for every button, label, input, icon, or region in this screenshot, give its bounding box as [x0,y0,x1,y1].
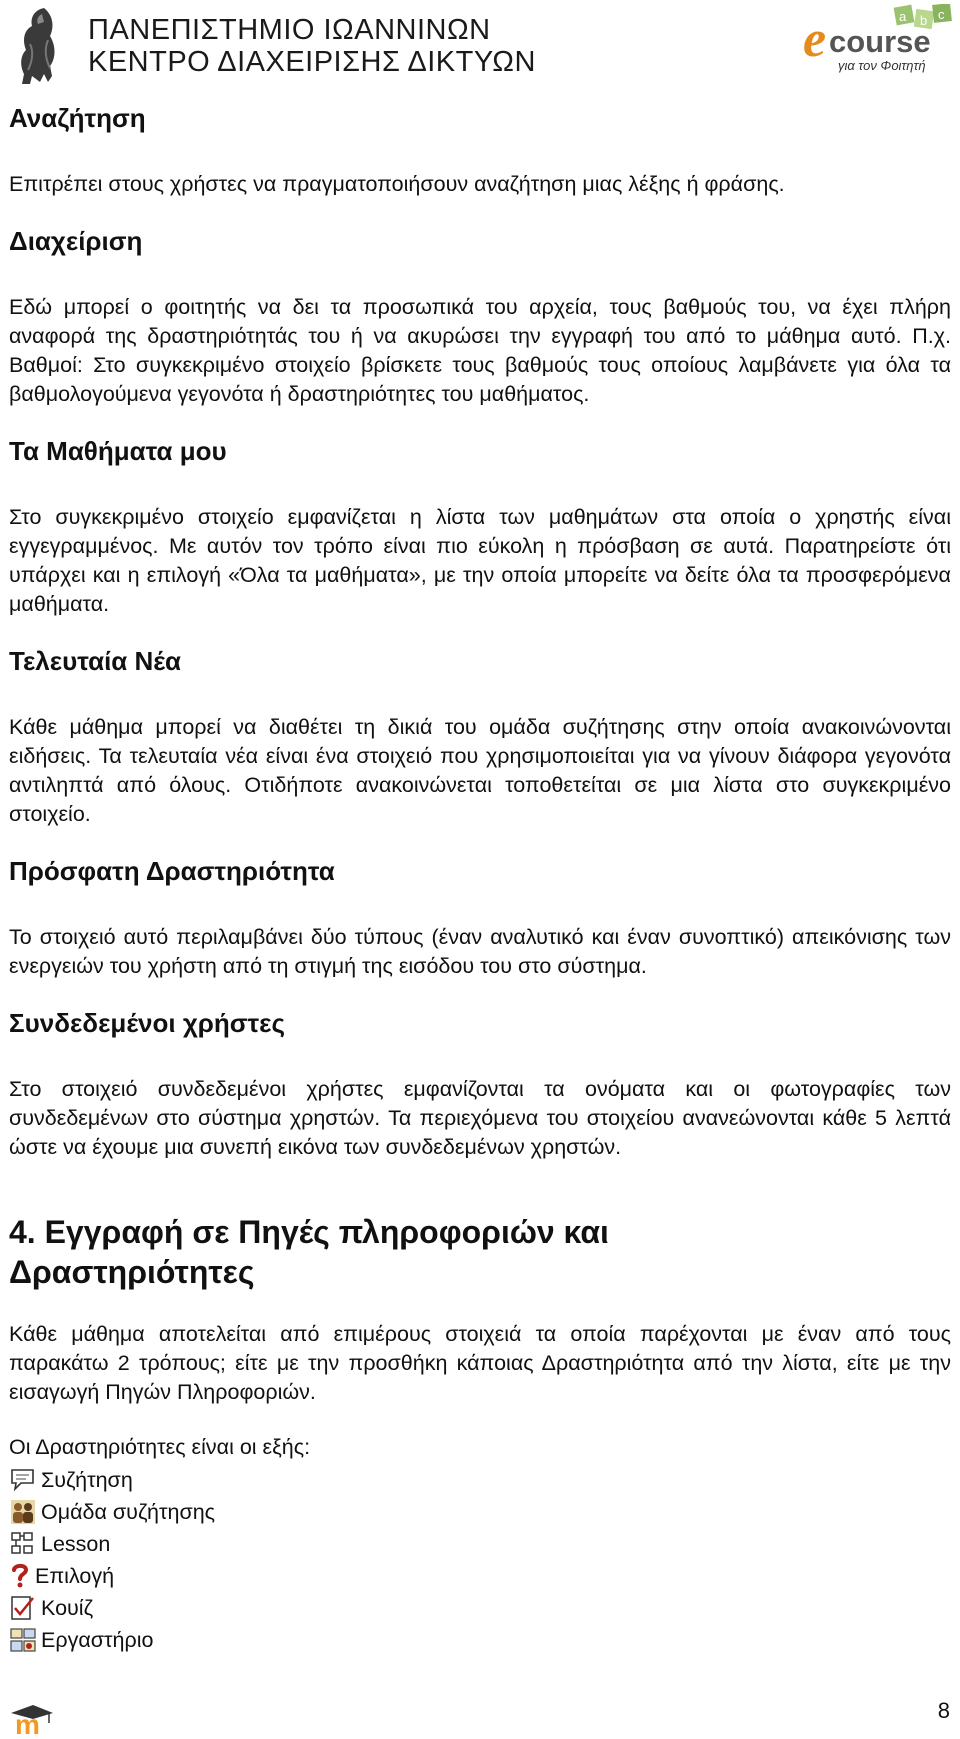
section-text-search: Επιτρέπει στους χρήστες να πραγματοποιήσουν αναζήτηση μιας λέξης ή φράσης. [9,172,785,196]
logo-tagline: για τον Φοιτητή [838,58,926,73]
section-heading-recent-activity: Πρόσφατη Δραστηριότητα [9,856,335,886]
document-body [9,94,951,1656]
chapter-heading-line-1: 4. Εγγραφή σε Πηγές πληροφοριών και [9,1214,609,1250]
section-text-online-users: Στο στοιχειό συνδεδεμένοι χρήστες εμφανίζονται τα ονόματα και οι φωτογραφίες των συνδεδεμένων στο σύστημα χρηστών. Τα περιεχόμενα του στοιχείου ανανεώνονται κάθε 5 λεπτά ώστε να έχουμε μια συνεπή εικόνα των συνδεδεμένων χρηστών. [9,1077,951,1159]
page-number: 8 [937,1698,950,1723]
workshop-icon [9,1626,37,1654]
university-crest-icon [14,4,70,88]
page-header [0,0,960,96]
activity-label: Κουίζ [41,1595,94,1620]
section-heading-online-users: Συνδεδεμένοι χρήστες [9,1008,286,1038]
activity-label: Ομάδα συζήτησης [41,1499,216,1524]
section-text-recent-activity: Το στοιχειό αυτό περιλαμβάνει δύο τύπους (έναν αναλυτικό και έναν συνοπτικό) απεικόνισης των ενεργειών του χρήστη από τη στιγμή της εισόδου του στο σύστημα. [9,925,951,978]
section-text-administration: Εδώ μπορεί ο φοιτητής να δει τα προσωπικά του αρχεία, τους βαθμούς του, να έχει πλήρη αναφορά της δραστηριότητάς του ή να ακυρώσει την εγγραφή του από το μάθημα αυτό. Π.χ. Βαθμοί: Στο συγκεκριμένο στοιχείο βρίσκετε τους βαθμούς τους οποίους λαμβάνετε για όλα τα βαθμολογούμενα γεγονότα ή δραστηριότητες του μαθήματος. [9,295,951,406]
logo-initial: e [803,11,827,68]
activities-intro: Οι Δραστηριότητες είναι οι εξής: [9,1435,311,1459]
quiz-check-icon [9,1594,37,1622]
list-item [9,1528,951,1560]
activity-label: Lesson [41,1531,111,1556]
university-name: ΠΑΝΕΠΙΣΤΗΜΙΟ ΙΩΑΝΝΙΝΩΝ [88,14,491,46]
activity-label: Συζήτηση [41,1467,133,1492]
moodle-logo-icon [9,1701,55,1735]
list-item [9,1592,951,1624]
section-text-latest-news: Κάθε μάθημα μπορεί να διαθέτει τη δικιά του ομάδα συζήτησης στην οποία ανακοινώνονται ειδήσεις. Τα τελευταία νέα είναι ένα στοιχειό που χρησιμοποιείται για να γίνουν διάφορα γεγονότα αντιληπτά από όλους. Οτιδήποτε ανακοινώνεται τοποθετείται σε μια λίστα στο συγκεκριμένο στοιχείο. [9,715,951,826]
section-heading-search: Αναζήτηση [9,103,146,133]
header-titles [88,14,536,78]
activity-label: Εργαστήριο [41,1627,154,1652]
logo-word: course [829,24,931,59]
logo-letter-c: c [938,7,945,22]
chapter-text: Κάθε μάθημα αποτελείται από επιμέρους στοιχειά τα οποία παρέχονται με έναν από τους παρακάτω 2 τρόπους; είτε με την προσθήκη κάποιας Δραστηριότητα από την λίστα, είτε με την εισαγωγή Πηγών Πληροφοριών. [9,1322,951,1404]
list-item [9,1624,951,1656]
activities-list [9,1464,951,1656]
center-name: ΚΕΝΤΡΟ ΔΙΑΧΕΙΡΙΣΗΣ ΔΙΚΤΥΩΝ [88,46,536,78]
list-item [9,1464,951,1496]
activity-label: Επιλογή [35,1563,115,1588]
logo-letter-a: a [899,9,907,24]
section-text-my-courses: Στο συγκεκριμένο στοιχείο εμφανίζεται η λίστα των μαθημάτων στα οποία ο χρηστής είναι εγγεγραμμένος. Με αυτόν τον τρόπο είναι πιο εύκολη η πρόσβαση σε αυτά. Παρατηρείστε ότι υπάρχει και η επιλογή «Όλα τα μαθήματα», με την οποία μπορείτε να δείτε όλα τα προσφερόμενα μαθήματα. [9,505,951,616]
question-mark-icon [9,1562,31,1590]
people-group-icon [9,1498,37,1526]
lesson-flow-icon [9,1530,37,1558]
section-heading-my-courses: Τα Μαθήματα μου [9,436,227,466]
section-heading-administration: Διαχείριση [9,226,143,256]
logo-letter-b: b [920,13,928,28]
list-item [9,1560,951,1592]
moodle-letter: m [15,1709,40,1735]
chapter-heading [9,1212,951,1292]
speech-bubble-icon [9,1466,37,1494]
list-item [9,1496,951,1528]
section-heading-latest-news: Τελευταία Νέα [9,646,182,676]
chapter-heading-line-2: Δραστηριότητες [9,1254,255,1290]
